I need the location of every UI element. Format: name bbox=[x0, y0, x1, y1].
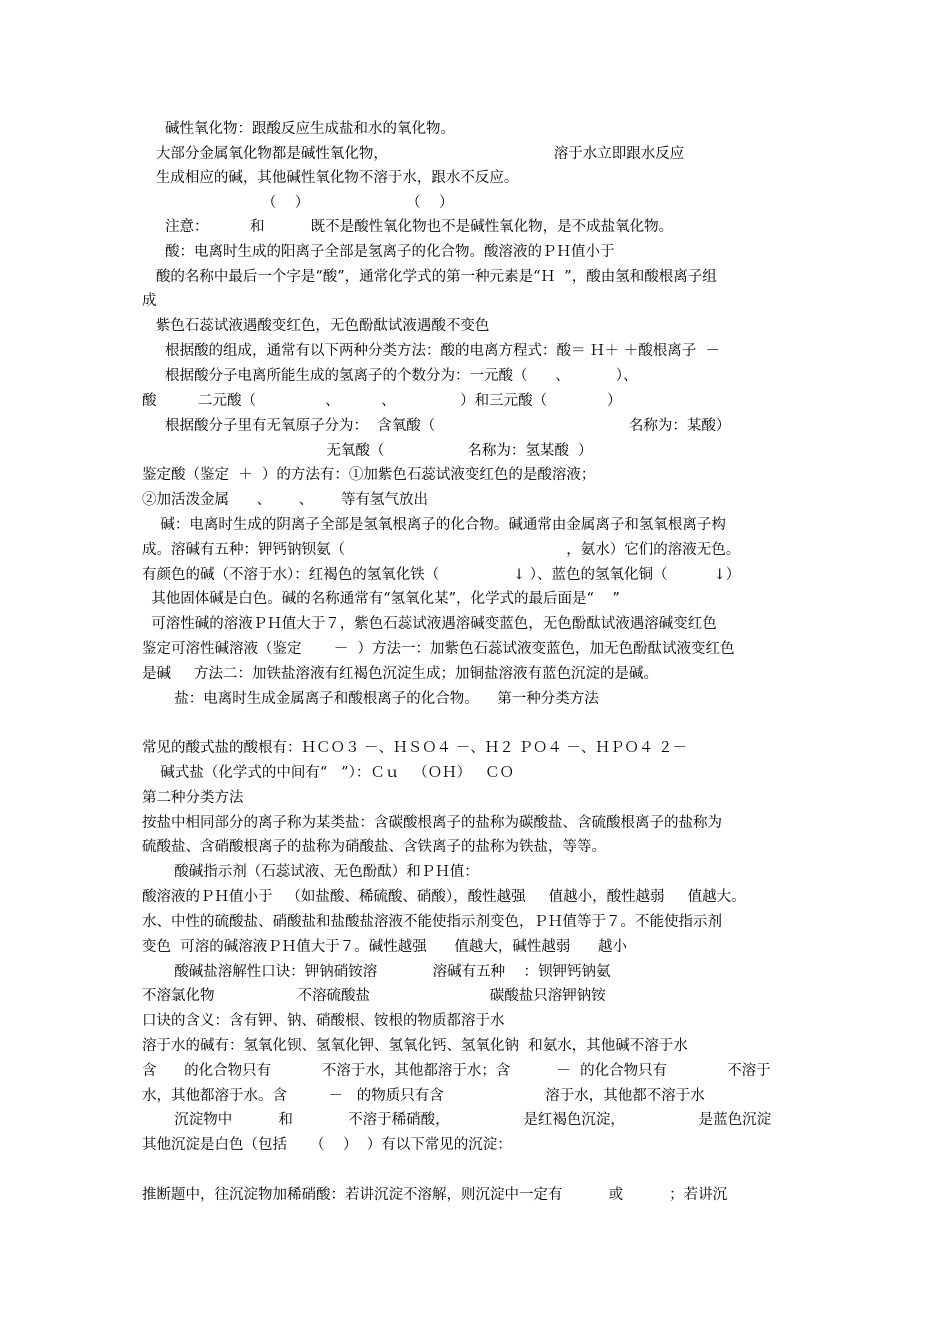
text-line: 无氧酸（ 名称为：氢某酸 ） bbox=[142, 443, 593, 459]
text-line: 其他固体碱是白色。碱的名称通常有“氢氧化某”，化学式的最后面是“ ” bbox=[142, 591, 620, 607]
text-line: 大部分金属氧化物都是碱性氧化物， 溶于水立即跟水反应 bbox=[142, 146, 685, 162]
text-line: ②加活泼金属 、 、 等有氢气放出 bbox=[142, 492, 428, 508]
text-line: 水，其他都溶于水。含 － 的物质只有含 溶于水，其他都不溶于水 bbox=[142, 1088, 705, 1104]
text-line: 含 的化合物只有 不溶于水，其他都溶于水；含 － 的化合物只有 不溶于 bbox=[142, 1063, 771, 1079]
text-line: 鉴定可溶性碱溶液（鉴定 － ）方法一：加紫色石蕊试液变蓝色，加无色酚酞试液变红色 bbox=[142, 641, 735, 657]
text-line: 根据酸的组成，通常有以下两种分类方法：酸的电离方程式：酸＝ Ｈ＋ ＋酸根离子 － bbox=[142, 343, 720, 359]
text-line: 有颜色的碱（不溶于水）：红褐色的氢氧化铁（ ↓ ）、蓝色的氢氧化铜（ ↓） bbox=[142, 567, 741, 583]
text-line: 按盐中相同部分的离子称为某类盐：含碳酸根离子的盐称为碳酸盐、含硫酸根离子的盐称为 bbox=[142, 815, 722, 831]
text-line: 硫酸盐、含硝酸根离子的盐称为硝酸盐、含铁离子的盐称为铁盐，等等。 bbox=[142, 839, 606, 855]
text-line: 碱性氧化物：跟酸反应生成盐和水的氧化物。 bbox=[142, 121, 456, 137]
text-line: 水、中性的硫酸盐、硝酸盐和盐酸盐溶液不能使指示剂变色，ＰＨ值等于７。不能使指示剂 bbox=[142, 914, 722, 930]
text-line: （ ） （ ） bbox=[142, 195, 454, 211]
text-line: 酸碱指示剂（石蕊试液、无色酚酞）和ＰＨ值： bbox=[142, 864, 479, 880]
text-line: 酸 二元酸（ 、 、 ）和三元酸（ ） bbox=[142, 393, 622, 409]
text-line: 盐：电离时生成金属离子和酸根离子的化合物。 第一种分类方法 bbox=[142, 691, 599, 707]
text-line: 根据酸分子电离所能生成的氢离子的个数分为：一元酸（ 、 ）、 bbox=[142, 368, 638, 384]
text-line: 酸的名称中最后一个字是“酸”，通常化学式的第一种元素是“Ｈ ”，酸由氢和酸根离子组 bbox=[142, 269, 717, 285]
text-line: 酸碱盐溶解性口诀：钾钠硝铵溶 溶碱有五种 ：钡钾钙钠氨 bbox=[142, 964, 611, 980]
text-line: 是碱 方法二：加铁盐溶液有红褐色沉淀生成；加铜盐溶液有蓝色沉淀的是碱。 bbox=[142, 666, 659, 682]
text-line: 酸溶液的ＰＨ值小于 （如盐酸、稀硫酸、硝酸），酸性越强 值越小，酸性越弱 值越大。 bbox=[142, 889, 746, 905]
text-line: 成。溶碱有五种：钾钙钠钡氨（ ，氨水）它们的溶液无色。 bbox=[142, 542, 741, 558]
text-line: 碱：电离时生成的阴离子全部是氢氧根离子的化合物。碱通常由金属离子和氢氧根离子构 bbox=[142, 517, 726, 533]
text-line: 其他沉淀是白色（包括 （ ） ）有以下常见的沉淀： bbox=[142, 1137, 512, 1153]
text-line: 成 bbox=[142, 293, 157, 309]
text-line: 溶于水的碱有：氢氧化钡、氢氧化钾、氢氧化钙、氢氧化钠 和氨水，其他碱不溶于水 bbox=[142, 1038, 688, 1054]
text-line: 紫色石蕊试液遇酸变红色，无色酚酞试液遇酸不变色 bbox=[142, 318, 490, 334]
text-line: 根据酸分子里有无氧原子分为： 含氧酸（ 名称为：某酸） bbox=[142, 418, 731, 434]
text-line: 生成相应的碱，其他碱性氧化物不溶于水，跟水不反应。 bbox=[142, 170, 519, 186]
text-line: 注意： 和 既不是酸性氧化物也不是碱性氧化物，是不成盐氧化物。 bbox=[142, 219, 674, 235]
text-line: 鉴定酸（鉴定 ＋ ）的方法有：①加紫色石蕊试液变红色的是酸溶液； bbox=[142, 467, 596, 483]
text-line: 推断题中，往沉淀物加稀硝酸：若讲沉淀不溶解，则沉淀中一定有 或 ；若讲沉 bbox=[142, 1187, 728, 1203]
text-line: 可溶性碱的溶液ＰＨ值大于７，紫色石蕊试液遇溶碱变蓝色，无色酚酞试液遇溶碱变红色 bbox=[142, 616, 717, 632]
text-line: 沉淀物中 和 不溶于稀硝酸， 是红褐色沉淀， 是蓝色沉淀 bbox=[142, 1112, 772, 1128]
text-line: 酸：电离时生成的阳离子全部是氢离子的化合物。酸溶液的ＰＨ值小于 bbox=[142, 244, 615, 260]
text-line: 不溶氯化物 不溶硫酸盐 碳酸盐只溶钾钠铵 bbox=[142, 988, 606, 1004]
text-line: 第二种分类方法 bbox=[142, 790, 244, 806]
text-line: 口诀的含义：含有钾、钠、硝酸根、铵根的物质都溶于水 bbox=[142, 1013, 505, 1029]
text-line: 常见的酸式盐的酸根有：ＨＣＯ３ －、ＨＳＯ４ －、Ｈ２ ＰＯ４ －、ＨＰＯ４ ２－ bbox=[142, 740, 688, 756]
text-line: 变色 可溶的碱溶液ＰＨ值大于７。碱性越强 值越大，碱性越弱 越小 bbox=[142, 939, 628, 955]
text-line: 碱式盐（化学式的中间有“ ”）：Ｃｕ （ＯＨ） ＣＯ bbox=[142, 765, 514, 781]
